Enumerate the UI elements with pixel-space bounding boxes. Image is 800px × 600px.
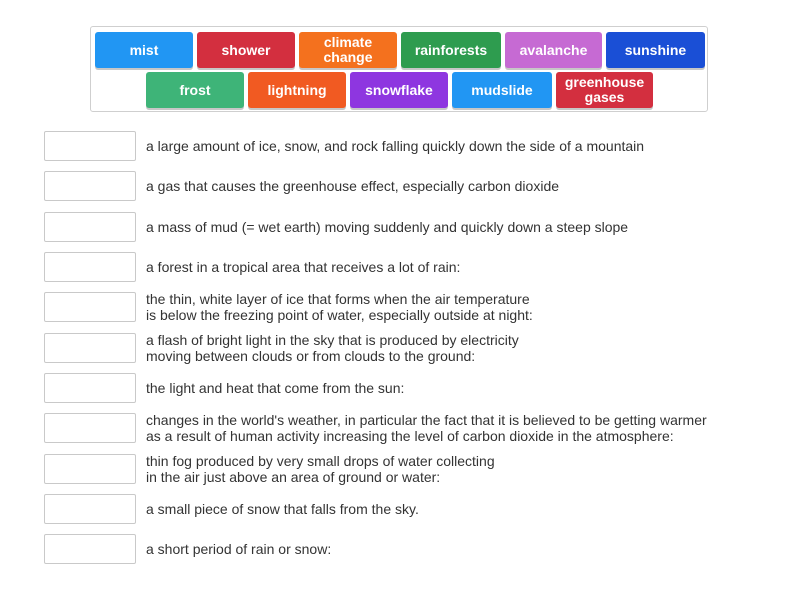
answer-slot[interactable] xyxy=(44,212,136,242)
tile-label: avalanche xyxy=(519,41,588,58)
answer-slot[interactable] xyxy=(44,252,136,282)
tile-label: lightning xyxy=(267,81,327,98)
tile-climate-change[interactable] xyxy=(299,32,397,68)
definition-row xyxy=(44,252,784,282)
tile-mist[interactable] xyxy=(95,32,193,68)
definition-row xyxy=(44,292,784,322)
tile-avalanche[interactable] xyxy=(505,32,602,68)
tile-snowflake[interactable] xyxy=(350,72,448,108)
definition-row xyxy=(44,413,784,443)
tile-lightning[interactable] xyxy=(248,72,346,108)
definition-row xyxy=(44,171,784,201)
answer-slot[interactable] xyxy=(44,131,136,161)
tile-greenhouse-gases[interactable] xyxy=(556,72,653,108)
definition-row xyxy=(44,333,784,363)
tile-label: mudslide xyxy=(471,81,533,98)
definition-text: a flash of bright light in the sky that is produced by electricity moving between clouds or from clouds to the ground: xyxy=(146,332,519,364)
tile-frost[interactable] xyxy=(146,72,244,108)
definition-text: thin fog produced by very small drops of water collecting in the air just above an area of ground or water: xyxy=(146,453,495,485)
tile-shower[interactable] xyxy=(197,32,295,68)
tile-label: greenhouse gases xyxy=(564,74,645,105)
definition-text: a large amount of ice, snow, and rock falling quickly down the side of a mountain xyxy=(146,138,645,154)
definition-row xyxy=(44,373,784,403)
answer-slot[interactable] xyxy=(44,534,136,564)
definition-row xyxy=(44,212,784,242)
tile-rainforests[interactable] xyxy=(401,32,501,68)
answer-slot[interactable] xyxy=(44,292,136,322)
definition-row xyxy=(44,131,784,161)
answer-slot[interactable] xyxy=(44,454,136,484)
definition-row xyxy=(44,454,784,484)
answer-slot[interactable] xyxy=(44,413,136,443)
definition-text: the thin, white layer of ice that forms when the air temperature is below the freezing point of water, especially outside at night: xyxy=(146,291,533,323)
definition-text: changes in the world's weather, in particular the fact that it is believed to be getting warmer as a result of human activity increasing the level of carbon dioxide in the atmosphere: xyxy=(146,412,707,444)
definition-row xyxy=(44,494,784,524)
answer-slot[interactable] xyxy=(44,171,136,201)
answer-slot[interactable] xyxy=(44,373,136,403)
definition-text: the light and heat that come from the sun: xyxy=(146,380,405,396)
tile-label: rainforests xyxy=(414,41,488,58)
tile-label: sunshine xyxy=(624,41,687,58)
definition-text: a short period of rain or snow: xyxy=(146,541,332,557)
definition-text: a mass of mud (= wet earth) moving suddenly and quickly down a steep slope xyxy=(146,219,629,235)
definition-text: a forest in a tropical area that receives a lot of rain: xyxy=(146,259,461,275)
definition-text: a small piece of snow that falls from the sky. xyxy=(146,501,419,517)
tile-mudslide[interactable] xyxy=(452,72,552,108)
definition-row xyxy=(44,534,784,564)
tile-label: frost xyxy=(179,81,211,98)
tile-sunshine[interactable] xyxy=(606,32,705,68)
tile-label: mist xyxy=(129,41,159,58)
tile-label: climate change xyxy=(323,34,373,65)
answer-slot[interactable] xyxy=(44,494,136,524)
definition-text: a gas that causes the greenhouse effect, especially carbon dioxide xyxy=(146,178,560,194)
tile-label: snowflake xyxy=(365,81,433,98)
tile-label: shower xyxy=(221,41,271,58)
answer-slot[interactable] xyxy=(44,333,136,363)
